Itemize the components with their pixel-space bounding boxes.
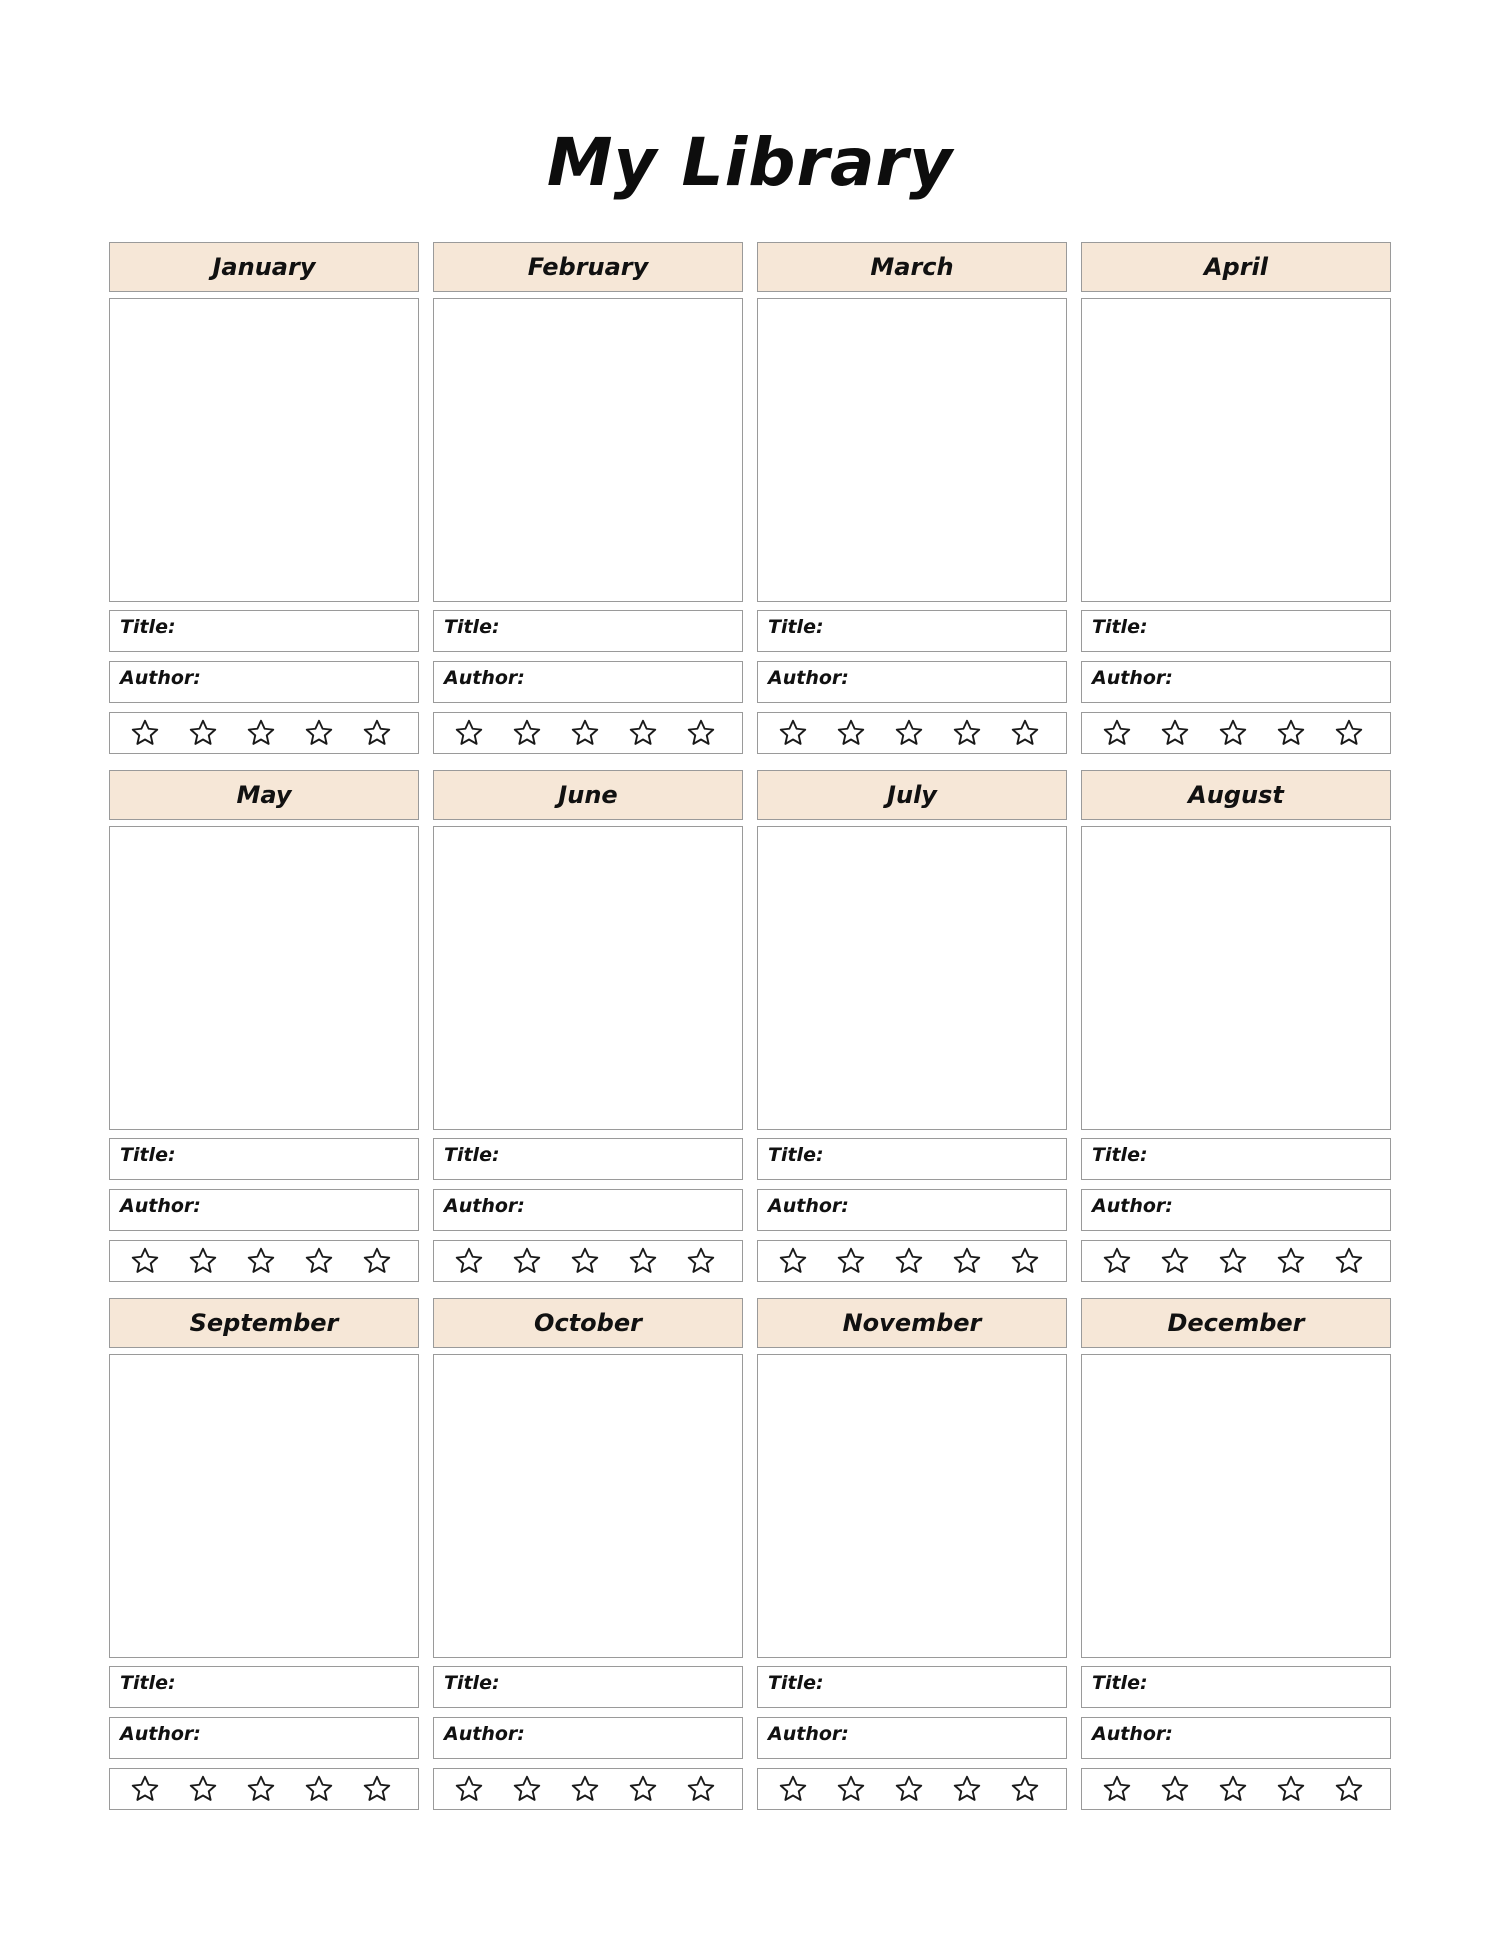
star-outline-icon[interactable] [188, 1246, 218, 1276]
month-grid [109, 242, 1399, 1808]
month-header: May [109, 770, 419, 820]
star-outline-icon[interactable] [1102, 1774, 1132, 1804]
star-outline-icon[interactable] [304, 1774, 334, 1804]
star-outline-icon[interactable] [1160, 1774, 1190, 1804]
star-outline-icon[interactable] [1276, 718, 1306, 748]
month-card-february [433, 242, 743, 752]
title-field[interactable]: Title: [757, 610, 1067, 652]
star-outline-icon[interactable] [130, 1246, 160, 1276]
author-field[interactable]: Author: [757, 1189, 1067, 1231]
star-outline-icon[interactable] [836, 1774, 866, 1804]
title-field[interactable]: Title: [1081, 1666, 1391, 1708]
month-card-june [433, 770, 743, 1280]
author-field[interactable]: Author: [109, 1189, 419, 1231]
month-card-september [109, 1298, 419, 1808]
star-rating [757, 1768, 1067, 1810]
author-field[interactable]: Author: [1081, 1189, 1391, 1231]
star-outline-icon[interactable] [628, 718, 658, 748]
star-outline-icon[interactable] [246, 718, 276, 748]
star-outline-icon[interactable] [304, 718, 334, 748]
star-outline-icon[interactable] [628, 1246, 658, 1276]
month-header: September [109, 1298, 419, 1348]
star-outline-icon[interactable] [1102, 718, 1132, 748]
month-header: February [433, 242, 743, 292]
author-field[interactable]: Author: [757, 1717, 1067, 1759]
star-outline-icon[interactable] [836, 1246, 866, 1276]
star-outline-icon[interactable] [1160, 718, 1190, 748]
star-outline-icon[interactable] [778, 1774, 808, 1804]
title-field[interactable]: Title: [757, 1138, 1067, 1180]
star-rating [109, 712, 419, 754]
star-outline-icon[interactable] [1010, 718, 1040, 748]
star-rating [1081, 1240, 1391, 1282]
star-outline-icon[interactable] [188, 1774, 218, 1804]
author-field[interactable]: Author: [757, 661, 1067, 703]
star-outline-icon[interactable] [246, 1246, 276, 1276]
book-cover-box[interactable] [433, 826, 743, 1130]
star-outline-icon[interactable] [130, 1774, 160, 1804]
star-rating [1081, 1768, 1391, 1810]
star-outline-icon[interactable] [1218, 718, 1248, 748]
star-outline-icon[interactable] [894, 718, 924, 748]
book-cover-box[interactable] [1081, 826, 1391, 1130]
star-outline-icon[interactable] [1334, 718, 1364, 748]
star-outline-icon[interactable] [686, 1774, 716, 1804]
book-cover-box[interactable] [109, 826, 419, 1130]
month-card-january [109, 242, 419, 752]
star-outline-icon[interactable] [570, 1774, 600, 1804]
title-field[interactable]: Title: [433, 1138, 743, 1180]
star-outline-icon[interactable] [894, 1774, 924, 1804]
star-outline-icon[interactable] [130, 718, 160, 748]
month-header: November [757, 1298, 1067, 1348]
star-outline-icon[interactable] [246, 1774, 276, 1804]
star-outline-icon[interactable] [686, 1246, 716, 1276]
star-rating [757, 1240, 1067, 1282]
author-field[interactable]: Author: [433, 661, 743, 703]
month-header: August [1081, 770, 1391, 820]
title-field[interactable]: Title: [433, 1666, 743, 1708]
month-card-april [1081, 242, 1391, 752]
star-outline-icon[interactable] [362, 1774, 392, 1804]
star-outline-icon[interactable] [1102, 1246, 1132, 1276]
month-header: June [433, 770, 743, 820]
title-field[interactable]: Title: [433, 610, 743, 652]
title-field[interactable]: Title: [1081, 610, 1391, 652]
star-outline-icon[interactable] [512, 1246, 542, 1276]
star-outline-icon[interactable] [1334, 1246, 1364, 1276]
book-cover-box[interactable] [1081, 1354, 1391, 1658]
title-field[interactable]: Title: [1081, 1138, 1391, 1180]
star-rating [757, 712, 1067, 754]
star-outline-icon[interactable] [512, 718, 542, 748]
star-outline-icon[interactable] [1276, 1774, 1306, 1804]
star-outline-icon[interactable] [454, 1774, 484, 1804]
author-field[interactable]: Author: [433, 1717, 743, 1759]
star-outline-icon[interactable] [188, 718, 218, 748]
star-outline-icon[interactable] [570, 718, 600, 748]
month-header: April [1081, 242, 1391, 292]
star-rating [1081, 712, 1391, 754]
month-header: July [757, 770, 1067, 820]
book-cover-box[interactable] [109, 1354, 419, 1658]
author-field[interactable]: Author: [109, 1717, 419, 1759]
star-outline-icon[interactable] [778, 1246, 808, 1276]
book-cover-box[interactable] [757, 826, 1067, 1130]
star-outline-icon[interactable] [1010, 1246, 1040, 1276]
star-rating [433, 1240, 743, 1282]
month-header: March [757, 242, 1067, 292]
star-outline-icon[interactable] [1010, 1774, 1040, 1804]
book-cover-box[interactable] [433, 298, 743, 602]
book-cover-box[interactable] [757, 1354, 1067, 1658]
star-outline-icon[interactable] [628, 1774, 658, 1804]
title-field[interactable]: Title: [757, 1666, 1067, 1708]
star-outline-icon[interactable] [952, 1774, 982, 1804]
star-outline-icon[interactable] [894, 1246, 924, 1276]
star-outline-icon[interactable] [454, 718, 484, 748]
month-header: October [433, 1298, 743, 1348]
month-header: January [109, 242, 419, 292]
star-rating [109, 1768, 419, 1810]
month-card-july [757, 770, 1067, 1280]
author-field[interactable]: Author: [1081, 661, 1391, 703]
month-card-may [109, 770, 419, 1280]
star-outline-icon[interactable] [570, 1246, 600, 1276]
star-rating [433, 1768, 743, 1810]
month-card-november [757, 1298, 1067, 1808]
book-cover-box[interactable] [433, 1354, 743, 1658]
star-outline-icon[interactable] [362, 1246, 392, 1276]
author-field[interactable]: Author: [433, 1189, 743, 1231]
star-outline-icon[interactable] [1218, 1246, 1248, 1276]
star-outline-icon[interactable] [1334, 1774, 1364, 1804]
star-outline-icon[interactable] [686, 718, 716, 748]
star-rating [109, 1240, 419, 1282]
star-rating [433, 712, 743, 754]
book-cover-box[interactable] [109, 298, 419, 602]
month-header: December [1081, 1298, 1391, 1348]
title-field[interactable]: Title: [109, 1666, 419, 1708]
month-card-august [1081, 770, 1391, 1280]
star-outline-icon[interactable] [1218, 1774, 1248, 1804]
star-outline-icon[interactable] [1160, 1246, 1190, 1276]
star-outline-icon[interactable] [1276, 1246, 1306, 1276]
title-field[interactable]: Title: [109, 1138, 419, 1180]
month-card-december [1081, 1298, 1391, 1808]
star-outline-icon[interactable] [512, 1774, 542, 1804]
star-outline-icon[interactable] [952, 718, 982, 748]
title-field[interactable]: Title: [109, 610, 419, 652]
book-cover-box[interactable] [757, 298, 1067, 602]
star-outline-icon[interactable] [454, 1246, 484, 1276]
month-card-october [433, 1298, 743, 1808]
page-title: My Library [546, 124, 954, 201]
star-outline-icon[interactable] [836, 718, 866, 748]
book-cover-box[interactable] [1081, 298, 1391, 602]
star-outline-icon[interactable] [952, 1246, 982, 1276]
month-card-march [757, 242, 1067, 752]
author-field[interactable]: Author: [1081, 1717, 1391, 1759]
star-outline-icon[interactable] [304, 1246, 334, 1276]
star-outline-icon[interactable] [362, 718, 392, 748]
author-field[interactable]: Author: [109, 661, 419, 703]
star-outline-icon[interactable] [778, 718, 808, 748]
